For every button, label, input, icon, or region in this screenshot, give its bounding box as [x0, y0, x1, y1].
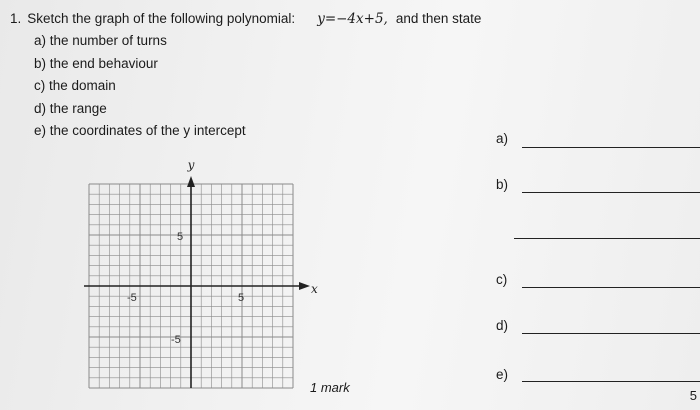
answer-a-blank[interactable]	[522, 147, 700, 148]
answer-d-blank[interactable]	[522, 333, 700, 334]
question-suffix: and then state	[395, 11, 482, 26]
question-heading	[10, 11, 481, 27]
answer-b-label: b)	[496, 177, 509, 192]
page-number: 5	[689, 388, 697, 403]
subpart-e: e) the coordinates of the y intercept	[34, 123, 246, 138]
answer-e-blank[interactable]	[522, 381, 700, 382]
x-axis-arrow-icon	[299, 282, 310, 290]
axes	[84, 176, 310, 388]
answer-d	[496, 318, 520, 333]
x-axis-label: x	[311, 282, 318, 296]
answer-c-label: c)	[496, 272, 508, 287]
answer-b-blank[interactable]	[522, 192, 700, 193]
answer-e	[496, 367, 520, 382]
subparts-list	[34, 30, 246, 143]
subpart-b: b) the end behaviour	[34, 55, 158, 71]
answer-b	[496, 177, 520, 192]
answer-b-extra-blank[interactable]	[514, 238, 700, 239]
tick-label-y-neg5: -5	[171, 334, 181, 346]
answer-c-blank[interactable]	[522, 287, 700, 288]
coordinate-grid[interactable]	[80, 158, 320, 390]
marks-label: 1 mark	[310, 380, 350, 395]
question-text: Sketch the graph of the following polynomial:	[27, 11, 296, 26]
answer-d-label: d)	[496, 318, 509, 333]
subpart-d: d) the range	[34, 100, 107, 116]
subpart-a: a) the number of turns	[34, 33, 167, 48]
tick-label-y-5: 5	[177, 231, 184, 243]
tick-label-x-neg5: -5	[127, 292, 137, 304]
answer-a	[496, 131, 520, 146]
answer-c	[496, 272, 520, 287]
tick-label-x-5: 5	[238, 292, 245, 304]
subpart-c: c) the domain	[34, 78, 116, 93]
question-number: 1.	[10, 11, 22, 26]
y-axis-arrow-icon	[187, 176, 195, 187]
y-axis-label: y	[187, 158, 195, 172]
answer-e-label: e)	[496, 367, 509, 382]
answer-a-label: a)	[496, 131, 509, 146]
equation: y=−4x+5,	[317, 11, 388, 27]
